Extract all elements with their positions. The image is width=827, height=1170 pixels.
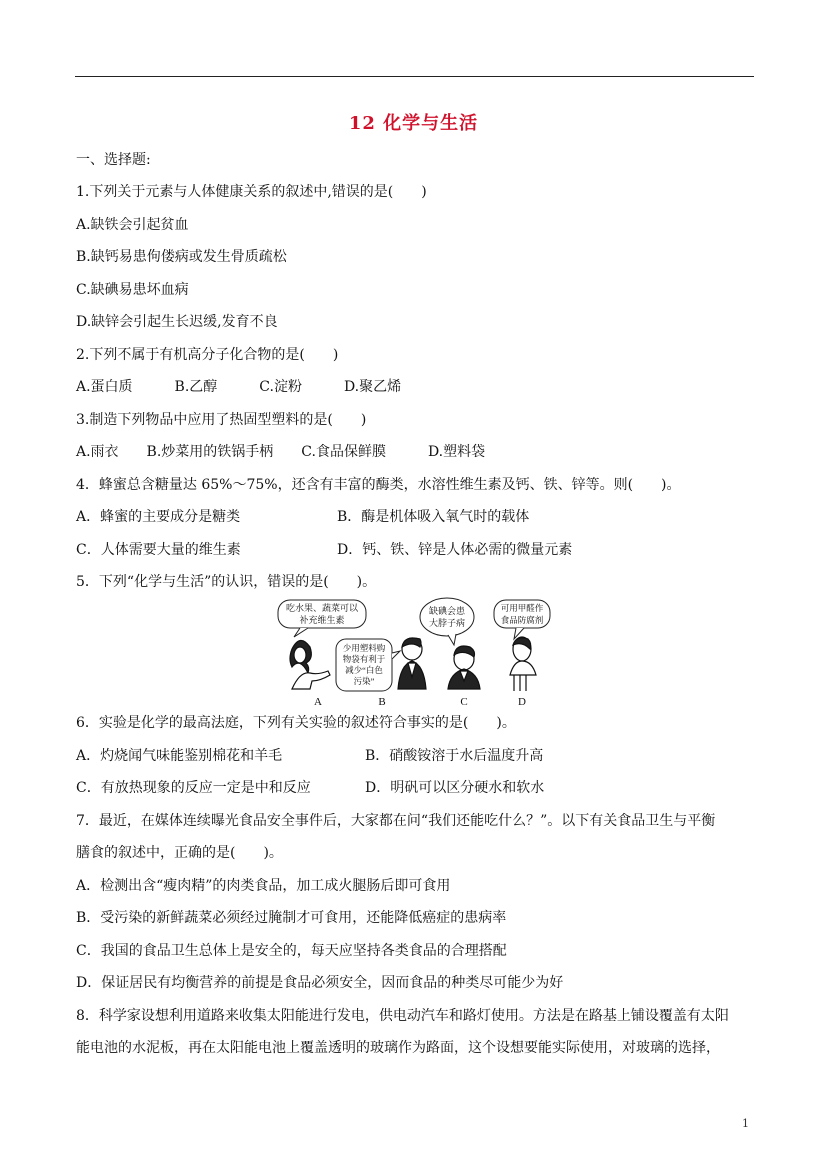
bubble-b-line-2: 物袋有利于 xyxy=(342,654,386,664)
q6-option-a: A．灼烧闻气味能鉴别棉花和羊毛 xyxy=(76,748,283,764)
q4-option-d: D．钙、铁、锌是人体必需的微量元素 xyxy=(337,542,573,558)
header-rule xyxy=(75,76,754,77)
q6-option-b: B．硝酸铵溶于水后温度升高 xyxy=(365,748,544,764)
person-c-figure xyxy=(448,646,480,689)
label-b: B xyxy=(378,696,386,708)
q6-row-1 xyxy=(76,747,755,765)
label-a: A xyxy=(314,696,322,708)
q2-options: A.蛋白质 B.乙醇 C.淀粉 D.聚乙烯 xyxy=(76,379,402,395)
q7-option-b: B．受污染的新鲜蔬菜必须经过腌制才可食用，还能降低癌症的患病率 xyxy=(76,910,507,926)
q3-stem: 3.制造下列物品中应用了热固型塑料的是( ) xyxy=(76,412,367,428)
q4-row-2 xyxy=(76,541,755,559)
speech-bubble-d xyxy=(494,600,550,639)
q6-option-d: D．明矾可以区分硬水和软水 xyxy=(365,780,545,796)
q8-line-2: 能电池的水泥板，再在太阳能电池上覆盖透明的玻璃作为路面，这个设想要能实际使用，对玻璃的选择， xyxy=(76,1040,720,1056)
q4-option-b: B．酶是机体吸入氧气时的载体 xyxy=(337,509,530,525)
q7-stem-line-1: 7．最近，在媒体连续曝光食品安全事件后，大家都在问“我们还能吃什么？”。以下有关食品卫生与平衡 xyxy=(76,813,716,829)
q6-stem: 6．实验是化学的最高法庭，下列有关实验的叙述符合事实的是( )。 xyxy=(76,715,516,731)
q2-stem: 2.下列不属于有机高分子化合物的是( ) xyxy=(76,347,339,363)
section-heading: 一、选择题: xyxy=(76,152,151,168)
q6-row-2 xyxy=(76,779,755,797)
q4-option-a: A．蜂蜜的主要成分是糖类 xyxy=(76,509,241,525)
q8-line-1: 8．科学家设想利用道路来收集太阳能进行发电，供电动汽车和路灯使用。方法是在路基上铺设覆盖有太阳 xyxy=(76,1008,729,1024)
q7-option-c: C．我国的食品卫生总体上是安全的，每天应坚持各类食品的合理搭配 xyxy=(76,943,507,959)
q1-stem: 1.下列关于元素与人体健康关系的叙述中,错误的是( ) xyxy=(76,184,427,200)
q3-options: A.雨衣 B.炒菜用的铁锅手柄 C.食品保鲜膜 D.塑料袋 xyxy=(76,444,486,460)
q7-option-d: D．保证居民有均衡营养的前提是食品必须安全，因而食品的种类尽可能少为好 xyxy=(76,975,564,991)
q4-stem: 4．蜂蜜总含糖量达 65%～75%，还含有丰富的酶类，水溶性维生素及钙、铁、锌等。则( )。 xyxy=(76,477,681,493)
label-d: D xyxy=(518,696,526,708)
q1-option-c: C.缺碘易患坏血病 xyxy=(76,282,189,298)
person-d-figure xyxy=(510,637,536,691)
q1-option-a: A.缺铁会引起贫血 xyxy=(76,217,189,233)
person-b-figure xyxy=(398,638,426,689)
speech-bubble-c xyxy=(420,598,474,645)
page-title: 12 化学与生活 xyxy=(348,113,479,134)
bubble-d-line-2: 食品防腐剂 xyxy=(500,615,544,625)
bubble-b-line-1: 少用塑料购 xyxy=(342,643,386,653)
bubble-d-line-1: 可用甲醛作 xyxy=(500,603,544,613)
bubble-c-line-1: 缺碘会患 xyxy=(428,606,466,616)
person-a-figure xyxy=(290,640,330,689)
q4-option-c: C．人体需要大量的维生素 xyxy=(76,542,241,558)
bubble-c-line-2: 大脖子病 xyxy=(428,618,466,628)
bubble-a-line-2: 补充维生素 xyxy=(299,615,345,625)
bubble-a-line-1: 吃水果、蔬菜可以 xyxy=(285,603,359,613)
label-c: C xyxy=(460,696,468,708)
page-number: 1 xyxy=(742,1117,749,1130)
q1-option-b: B.缺钙易患佝偻病或发生骨质疏松 xyxy=(76,249,287,265)
bubble-b-line-4: 污染” xyxy=(353,676,375,686)
q5-illustration xyxy=(270,597,560,709)
q7-option-a: A．检测出含“瘦肉精”的肉类食品，加工成火腿肠后即可食用 xyxy=(76,878,451,894)
q1-option-d: D.缺锌会引起生长迟缓,发育不良 xyxy=(76,314,278,330)
q5-stem: 5．下列“化学与生活”的认识，错误的是( )。 xyxy=(76,574,377,590)
bubble-b-line-3: 减少“白色 xyxy=(345,665,383,675)
q6-option-c: C．有放热现象的反应一定是中和反应 xyxy=(76,780,311,796)
q7-stem-line-2: 膳食的叙述中，正确的是( )。 xyxy=(76,845,283,861)
speech-bubble-b xyxy=(336,639,400,691)
speech-bubble-a xyxy=(278,600,366,637)
q4-row-1 xyxy=(76,508,755,526)
